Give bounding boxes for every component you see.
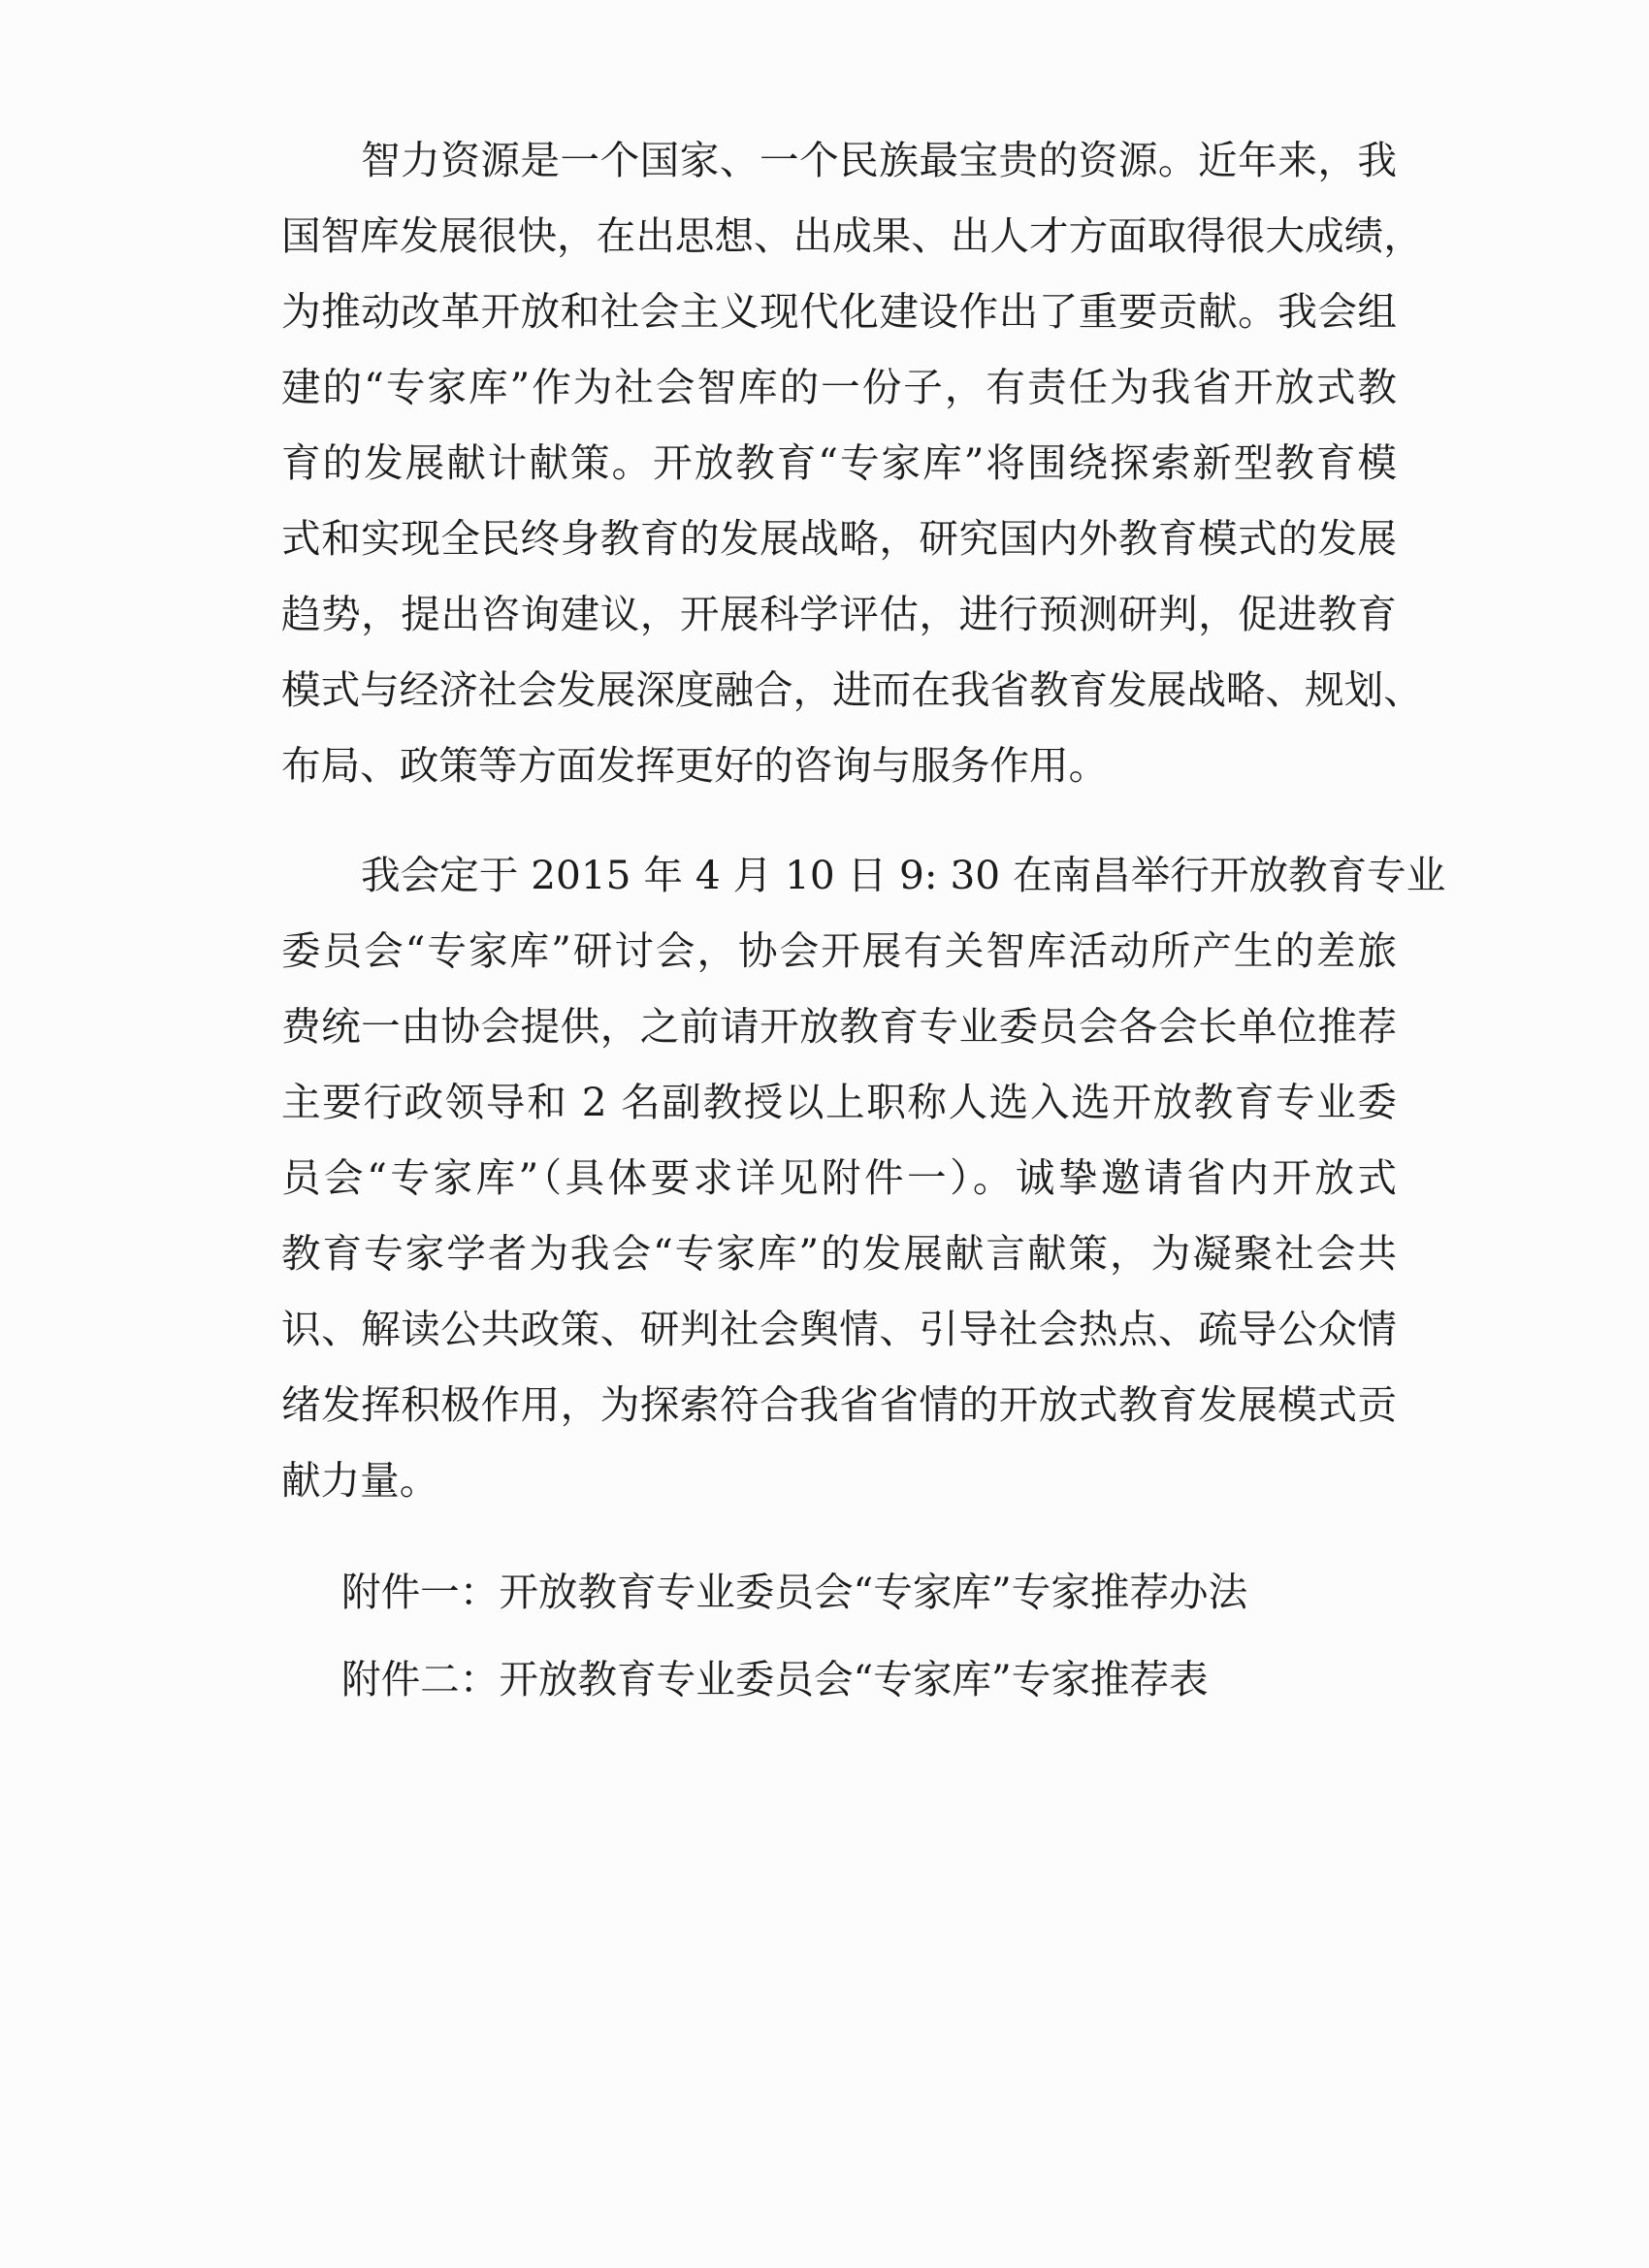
attachment-item: 附件一：开放教育专业委员会“专家库”专家推荐办法 (341, 1569, 1248, 1615)
paragraph-2-line: 主要行政领导和 2 名副教授以上职称人选入选开放教育专业委 (281, 1079, 1397, 1125)
attachment-item: 附件二：开放教育专业委员会“专家库”专家推荐表 (341, 1656, 1209, 1702)
paragraph-1-line: 为推动改革开放和社会主义现代化建设作出了重要贡献。我会组 (281, 288, 1397, 335)
paragraph-1-line: 建的“专家库”作为社会智库的一份子，有责任为我省开放式教 (281, 364, 1397, 410)
paragraph-1-line: 式和实现全民终身教育的发展战略，研究国内外教育模式的发展 (281, 515, 1397, 562)
paragraph-1-line: 布局、政策等方面发挥更好的咨询与服务作用。 (281, 742, 1109, 789)
paragraph-2-line: 员会“专家库”（具体要求详见附件一）。诚挚邀请省内开放式 (281, 1154, 1397, 1201)
paragraph-2-line: 我会定于 2015 年 4 月 10 日 9: 30 在南昌举行开放教育专业 (361, 852, 1446, 898)
paragraph-1-line: 育的发展献计献策。开放教育“专家库”将围绕探索新型教育模 (281, 439, 1397, 486)
paragraph-1-line: 国智库发展很快，在出思想、出成果、出人才方面取得很大成绩， (281, 212, 1423, 259)
paragraph-2-line: 识、解读公共政策、研判社会舆情、引导社会热点、疏导公众情 (281, 1306, 1397, 1352)
paragraph-2-line: 委员会“专家库”研讨会，协会开展有关智库活动所产生的差旅 (281, 927, 1397, 974)
paragraph-1-line: 趋势，提出咨询建议，开展科学评估，进行预测研判，促进教育 (281, 591, 1397, 637)
paragraph-2-line: 绪发挥积极作用，为探索符合我省省情的开放式教育发展模式贡 (281, 1381, 1397, 1428)
paragraph-2-line: 献力量。 (281, 1457, 439, 1504)
paragraph-2-line: 教育专家学者为我会“专家库”的发展献言献策，为凝聚社会共 (281, 1230, 1397, 1277)
paragraph-2-line: 费统一由协会提供，之前请开放教育专业委员会各会长单位推荐 (281, 1003, 1397, 1050)
paragraph-1-line: 模式与经济社会发展深度融合，进而在我省教育发展战略、规划、 (281, 666, 1423, 713)
paragraph-1-line: 智力资源是一个国家、一个民族最宝贵的资源。近年来，我 (361, 137, 1397, 183)
